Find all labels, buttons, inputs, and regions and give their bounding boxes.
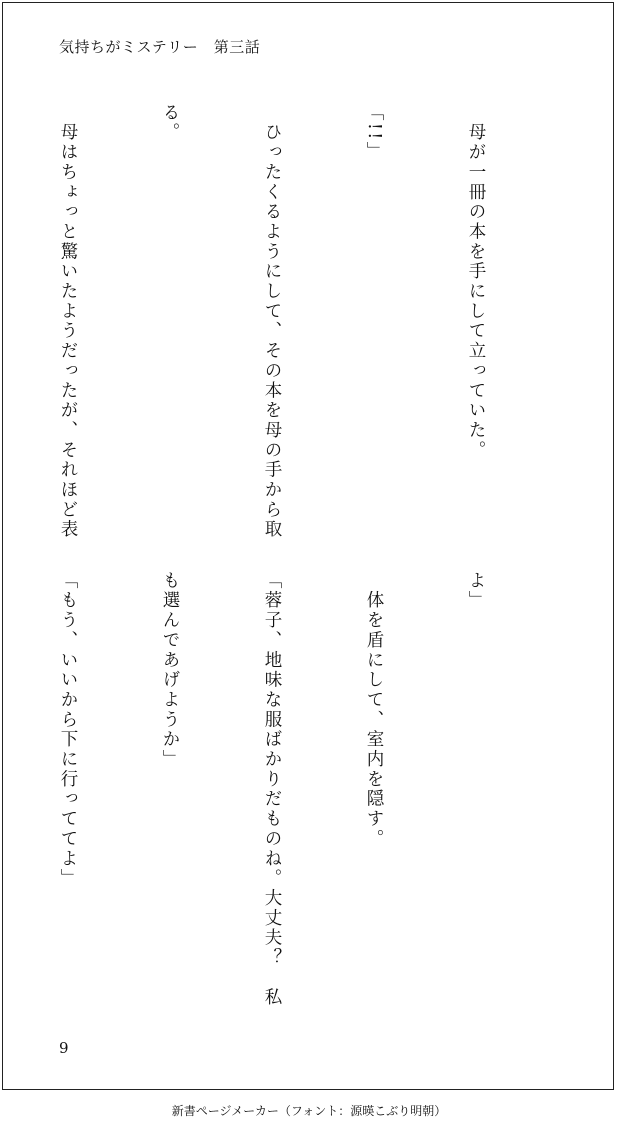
text-block-bottom [0,571,561,1008]
page-number: 9 [59,1039,69,1057]
text-column: 母が一冊の本を手にして立っていた。 [466,103,486,461]
text-column: も選んであげようか」 [160,571,180,770]
text-column: ひったくるようにして、その本を母の手から取 [262,103,282,540]
footer-credit: 新書ページメーカー（フォント：源暎こぶり明朝） [171,1104,447,1118]
text-column: 「!!」 [364,103,384,162]
running-header: 気持ちがミステリー 第三話 [59,38,261,56]
text-column: 母はちょっと驚いたようだったが、それほど表 [58,103,78,540]
text-column: よ」 [466,571,486,611]
text-column: る。 [160,103,180,143]
text-column: 「蓉子、地味な服ばかりだものね。大丈夫？ 私 [262,571,282,1008]
page-frame [2,2,614,1090]
text-block-top [0,103,561,540]
text-column: 体を盾にして、室内を隠す。 [364,571,384,849]
text-column: 「もう、いいから下に行っててよ」 [58,571,78,889]
